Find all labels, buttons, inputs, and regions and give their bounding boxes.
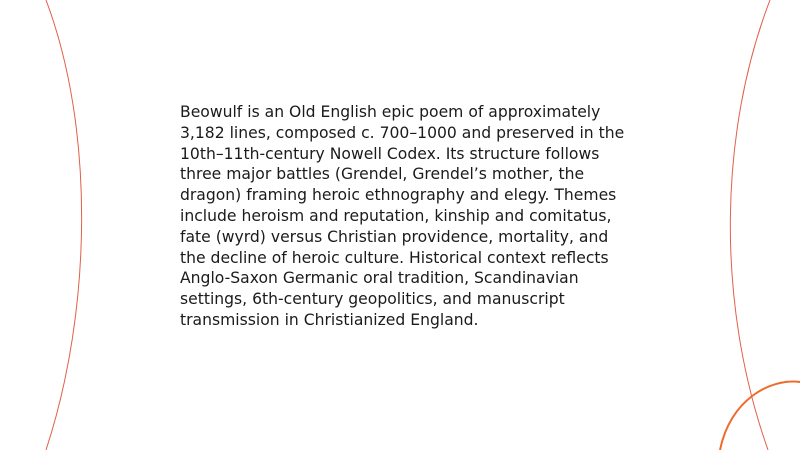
bottom-right-accent-arc — [720, 382, 800, 450]
left-decorative-curve — [46, 0, 82, 450]
body-text: Beowulf is an Old English epic poem of approximately 3,182 lines, composed c. 700–1000 and preserved in the 10th–11th-century Nowell Codex. Its structure follows three major battles (Grendel, Grendel’s mother, the dragon) framing heroic ethnography and elegy. Themes include heroism and reputation, kinship and comitatus, fate (wyrd) versus Christian providence, mortality, and the decline of heroic culture. Historical context reflects Anglo-Saxon Germanic oral tradition, Scandinavian settings, 6th-century geopolitics, and manuscript transmission in Christianized England. — [180, 103, 625, 329]
right-decorative-curve — [730, 0, 770, 450]
